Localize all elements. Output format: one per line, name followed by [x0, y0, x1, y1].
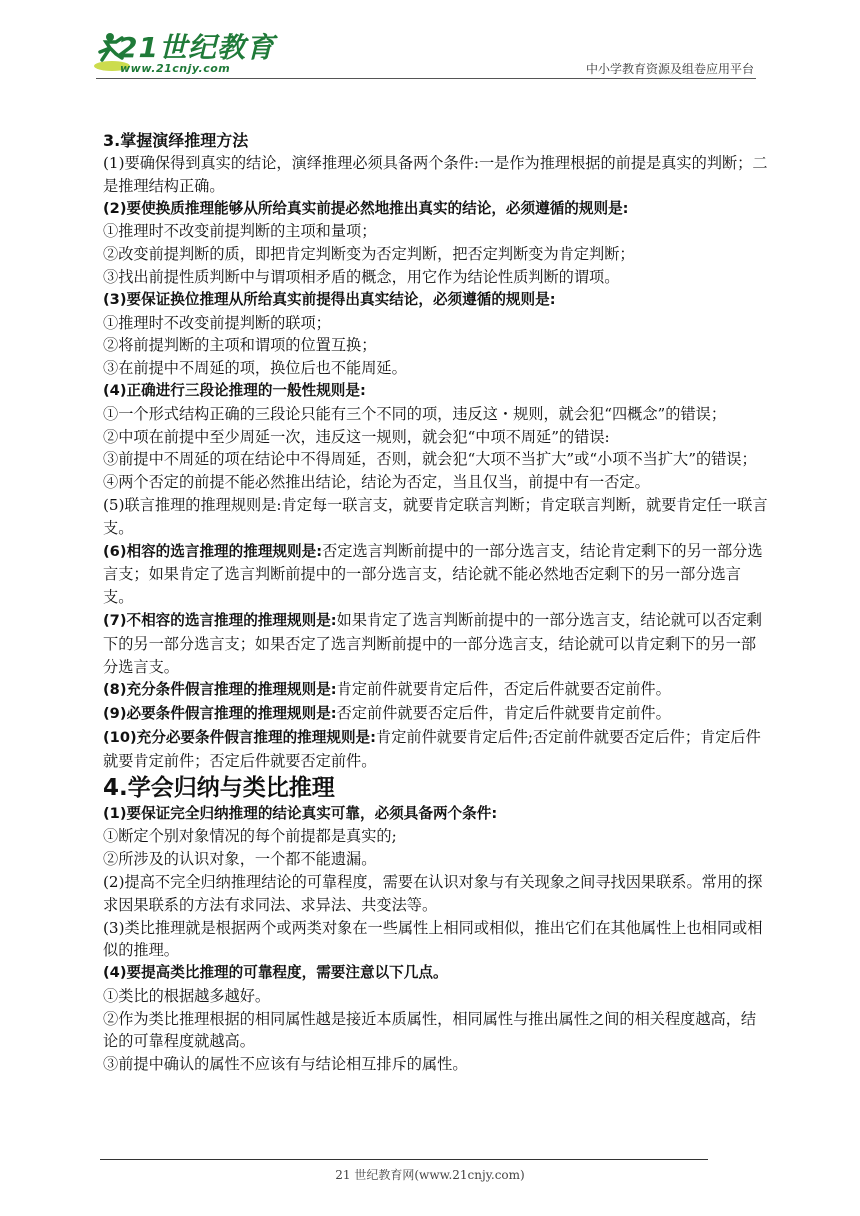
paragraph	[103, 609, 768, 678]
rule-label: (6)相容的选言推理的推理规则是:	[103, 542, 323, 560]
list-item: ②中项在前提中至少周延一次，违反这一规则，就会犯“中项不周延”的错误:	[103, 427, 610, 446]
list-item: ①断定个别对象情况的每个前提都是真实的;	[103, 827, 397, 846]
section-4-title: 4.学会归纳与类比推理	[103, 774, 335, 801]
page-header	[0, 0, 860, 90]
list-item: ④两个否定的前提不能必然推出结论，结论为否定，当且仅当，前提中有一否定。	[103, 473, 650, 492]
section-3-title: 3.掌握演绎推理方法	[103, 131, 249, 150]
rule-label: (7)不相容的选言推理的推理规则是:	[103, 611, 337, 629]
list-item: ①一个形式结构正确的三段论只能有三个不同的项，违反这・规则，就会犯“四概念”的错误；	[103, 404, 727, 423]
rule-text: 肯定前件就要肯定后件;否定前件就要否定后件；肯定后件就要肯定前件；否定后件就要否定前件。	[103, 727, 761, 770]
paragraph-heading: (1)要保证完全归纳推理的结论真实可靠，必须具备两个条件:	[103, 804, 498, 822]
paragraph: (1)要确保得到真实的结论，演绎推理必须具备两个条件:一是作为推理根据的前提是真实的判断；二是推理结构正确。	[103, 154, 768, 195]
rule-text: 否定选言判断前提中的一部分选言支，结论肯定剩下的另一部分选言支；如果肯定了选言判断前提中的一部分选言支，结论就不能必然地否定剩下的另一部分选言支。	[103, 541, 763, 607]
list-item: ②所涉及的认识对象，一个都不能遗漏。	[103, 850, 377, 869]
rule-label: (10)充分必要条件假言推理的推理规则是:	[103, 728, 376, 746]
list-item: ①推理时不改变前提判断的主项和量项；	[103, 222, 377, 241]
paragraph-heading: (4)正确进行三段论推理的一般性规则是:	[103, 381, 366, 399]
rule-text: 肯定前件就要肯定后件，否定后件就要否定前件。	[336, 680, 671, 699]
paragraph: (5)联言推理的推理规则是:肯定每一联言支，就要肯定联言判断；肯定联言判断，就要肯定任一联言支。	[103, 495, 768, 537]
paragraph: (2)提高不完全归纳推理结论的可靠程度，需要在认识对象与有关现象之间寻找因果联系。常用的探求因果联系的方法有求同法、求异法、共变法等。	[103, 872, 763, 914]
footer-divider	[100, 1159, 708, 1160]
paragraph	[103, 678, 768, 702]
paragraph-heading: (2)要使换质推理能够从所给真实前提必然地推出真实的结论，必须遵循的规则是:	[103, 199, 629, 217]
list-item: ③找出前提性质判断中与谓项相矛盾的概念，用它作为结论性质判断的谓项。	[103, 267, 620, 286]
logo-url: www.21cnjy.com	[120, 62, 231, 75]
list-item: ②改变前提判断的质，即把肯定判断变为否定判断，把否定判断变为肯定判断；	[103, 245, 635, 264]
paragraph-heading: (4)要提高类比推理的可靠程度，需要注意以下几点。	[103, 964, 448, 982]
paragraph	[103, 726, 768, 773]
list-item: ②将前提判断的主项和谓项的位置互换；	[103, 336, 377, 355]
page-footer: 21 世纪教育网(www.21cnjy.com)	[335, 1168, 525, 1182]
list-item: ③前提中不周延的项在结论中不得周延，否则，就会犯“大项不当扩大”或“小项不当扩大”的错误；	[103, 450, 757, 469]
list-item: ②作为类比推理根据的相同属性越是接近本质属性，相同属性与推出属性之间的相关程度越高，结论的可靠程度就越高。	[103, 1009, 757, 1051]
list-item: ①类比的根据越多越好。	[103, 986, 271, 1005]
rule-text: 如果肯定了选言判断前提中的一部分选言支，结论就可以否定剩下的另一部分选言支；如果否定了选言判断前提中的一部分选言支，结论就可以肯定剩下的另一部分选言支。	[103, 610, 762, 676]
rule-text: 否定前件就要否定后件，肯定后件就要肯定前件。	[336, 704, 671, 723]
paragraph: (3)类比推理就是根据两个或两类对象在一些属性上相同或相似，推出它们在其他属性上也相同或相似的推理。	[103, 918, 763, 960]
rule-label: (8)充分条件假言推理的推理规则是:	[103, 681, 337, 699]
list-item: ①推理时不改变前提判断的联项；	[103, 313, 331, 332]
rule-label: (9)必要条件假言推理的推理规则是:	[103, 705, 337, 723]
paragraph	[103, 702, 768, 726]
logo-text: 21世纪教育	[118, 31, 275, 64]
list-item: ③前提中确认的属性不应该有与结论相互排斥的属性。	[103, 1055, 468, 1074]
document-body	[103, 130, 768, 1076]
header-divider	[96, 78, 756, 79]
paragraph-heading: (3)要保证换位推理从所给真实前提得出真实结论，必须遵循的规则是:	[103, 290, 556, 308]
paragraph	[103, 540, 768, 609]
list-item: ③在前提中不周延的项，换位后也不能周延。	[103, 359, 407, 378]
platform-name: 中小学教育资源及组卷应用平台	[585, 62, 754, 76]
